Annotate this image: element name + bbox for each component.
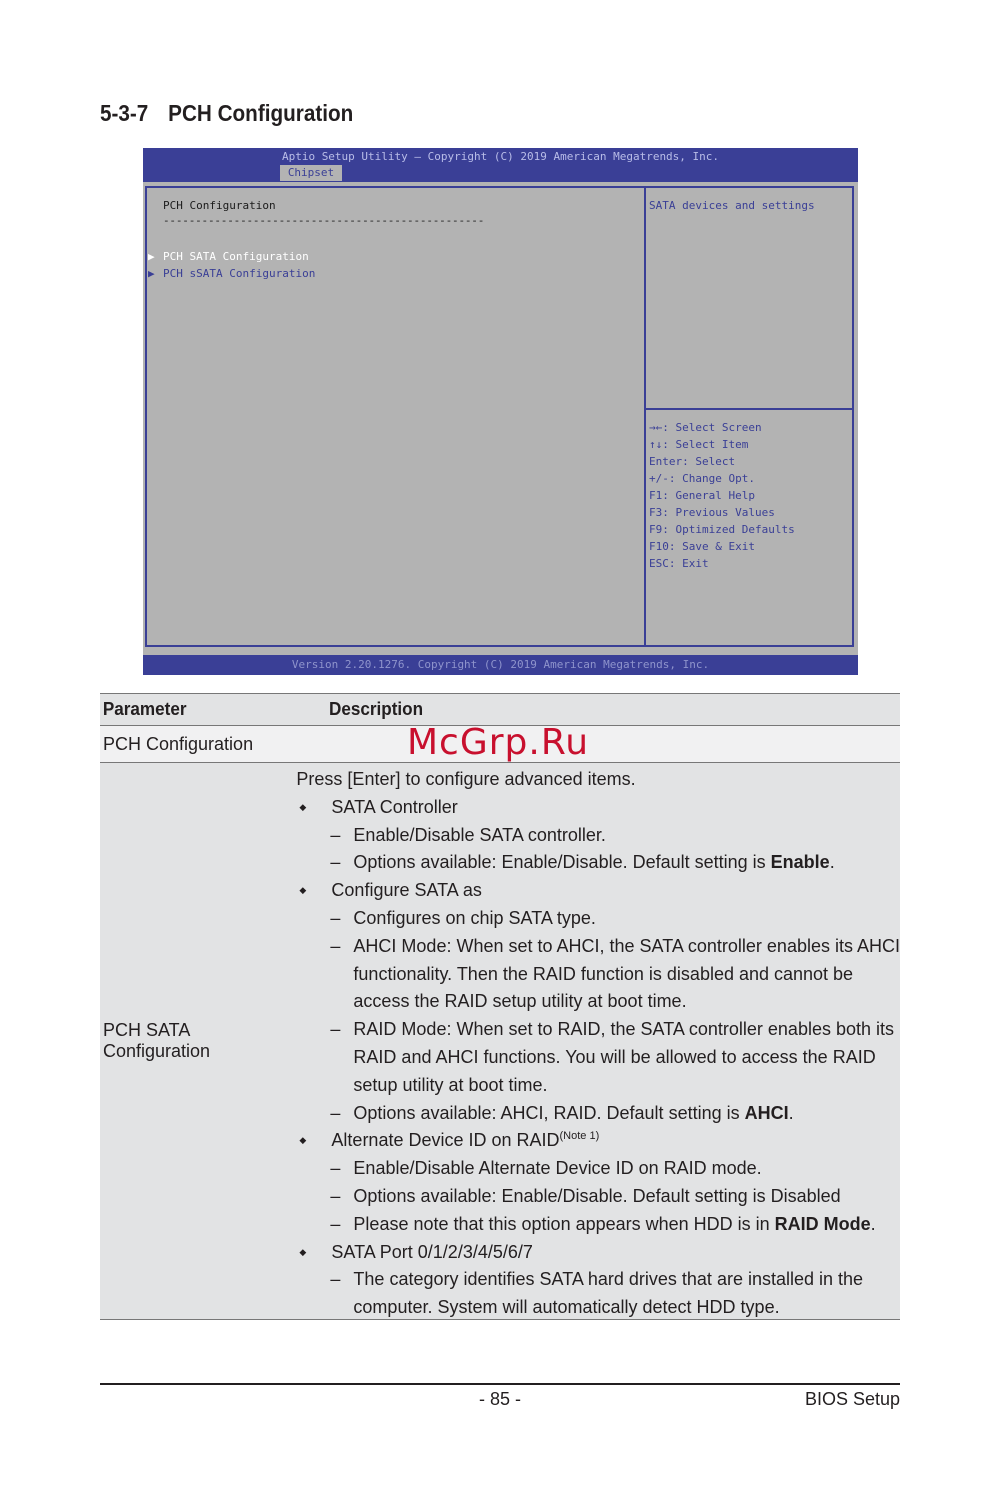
bios-menu-title: PCH Configuration	[163, 199, 276, 212]
dash-item: – Enable/Disable SATA controller.	[330, 824, 606, 845]
key-hint: →←: Select Screen	[649, 421, 762, 434]
table-row	[100, 763, 900, 1320]
footer-rule	[100, 1383, 900, 1385]
bios-screenshot	[143, 148, 858, 675]
dash-item: – AHCI Mode: When set to AHCI, the SATA controller enables its AHCI	[330, 935, 900, 956]
bios-menu-separator: --------------------------------------------------	[163, 214, 485, 227]
dash-item-continued: access the RAID setup utility at boot time.	[353, 991, 687, 1012]
header-description: Description	[329, 699, 424, 719]
dash-item: – Enable/Disable Alternate Device ID on RAID mode.	[330, 1158, 762, 1179]
bullet-item: ◆ Alternate Device ID on RAID$^{(Note 1)}$	[296, 1127, 900, 1155]
dash-item-continued: computer. System will automatically detect HDD type.	[353, 1297, 780, 1318]
section-title	[100, 100, 353, 127]
menu-item-label: PCH SATA Configuration	[163, 250, 309, 263]
dash-item: – The category identifies SATA hard drives that are installed in the	[330, 1269, 864, 1290]
footer-label: BIOS Setup	[804, 1389, 900, 1409]
footnote-ref: (Note 1)	[559, 1130, 600, 1143]
key-hint: F10: Save & Exit	[649, 540, 755, 553]
key-hint: +/-: Change Opt.	[649, 472, 755, 485]
dash-item: – Options available: AHCI, RAID. Default setting is AHCI.	[330, 1102, 794, 1123]
section-number: 5-3-7	[100, 100, 149, 126]
key-hint: F1: General Help	[649, 489, 755, 502]
dash-item-continued: setup utility at boot time.	[353, 1074, 548, 1095]
tab-chipset[interactable]: Chipset	[280, 165, 342, 181]
bios-divider-horizontal	[646, 408, 852, 410]
menu-item-pch-sata-configuration[interactable]	[148, 250, 309, 263]
key-hint: F9: Optimized Defaults	[649, 523, 795, 536]
key-hint: Enter: Select	[649, 455, 736, 468]
dash-item: – Options available: Enable/Disable. Default setting is Disabled	[330, 1185, 841, 1206]
bios-title: Aptio Setup Utility – Copyright (C) 2019 American Megatrends, Inc.	[281, 150, 720, 163]
bios-footer: Version 2.20.1276. Copyright (C) 2019 American Megatrends, Inc.	[143, 655, 858, 675]
section-title-text: PCH Configuration	[168, 100, 354, 126]
key-hint: F3: Previous Values	[649, 506, 775, 519]
watermark: McGrp.Ru	[407, 722, 590, 763]
parameter-cell: PCH Configuration	[103, 733, 254, 754]
bios-help-text: SATA devices and settings	[649, 199, 815, 212]
menu-item-label: PCH sSATA Configuration	[163, 267, 316, 280]
dash-item: – Options available: Enable/Disable. Default setting is Enable.	[330, 852, 835, 873]
parameter-table	[100, 693, 900, 1320]
key-hint: ↑↓: Select Item	[649, 438, 749, 451]
page-number: - 85 -	[478, 1389, 521, 1409]
dash-item: – Configures on chip SATA type.	[330, 907, 596, 928]
desc-intro: Press [Enter] to configure advanced items.	[296, 769, 636, 789]
bios-divider-vertical	[644, 186, 646, 647]
dash-item: – Please note that this option appears when HDD is in RAID Mode.	[330, 1213, 876, 1234]
bullet-item: ◆ SATA Controller	[296, 794, 900, 822]
bullet-item: ◆ Configure SATA as	[296, 877, 900, 905]
header-parameter: Parameter	[102, 699, 187, 719]
parameter-name: PCH SATA Configuration	[103, 1020, 211, 1061]
dash-item-continued: functionality. Then the RAID function is disabled and cannot be	[353, 963, 854, 984]
bios-title-bar	[143, 148, 858, 182]
submenu-arrow-icon: ▶	[148, 267, 155, 280]
description-cell	[296, 763, 900, 1319]
dash-item-continued: RAID and AHCI functions. You will be allowed to access the RAID	[353, 1046, 876, 1067]
menu-item-pch-ssata-configuration[interactable]	[148, 267, 315, 280]
bios-key-legend	[649, 419, 795, 572]
submenu-arrow-icon: ▶	[148, 250, 155, 263]
bullet-item: ◆ SATA Port 0/1/2/3/4/5/6/7	[296, 1239, 900, 1267]
dash-item: – RAID Mode: When set to RAID, the SATA controller enables both its	[330, 1019, 895, 1040]
parameter-cell	[100, 763, 296, 1319]
key-hint: ESC: Exit	[649, 557, 709, 570]
